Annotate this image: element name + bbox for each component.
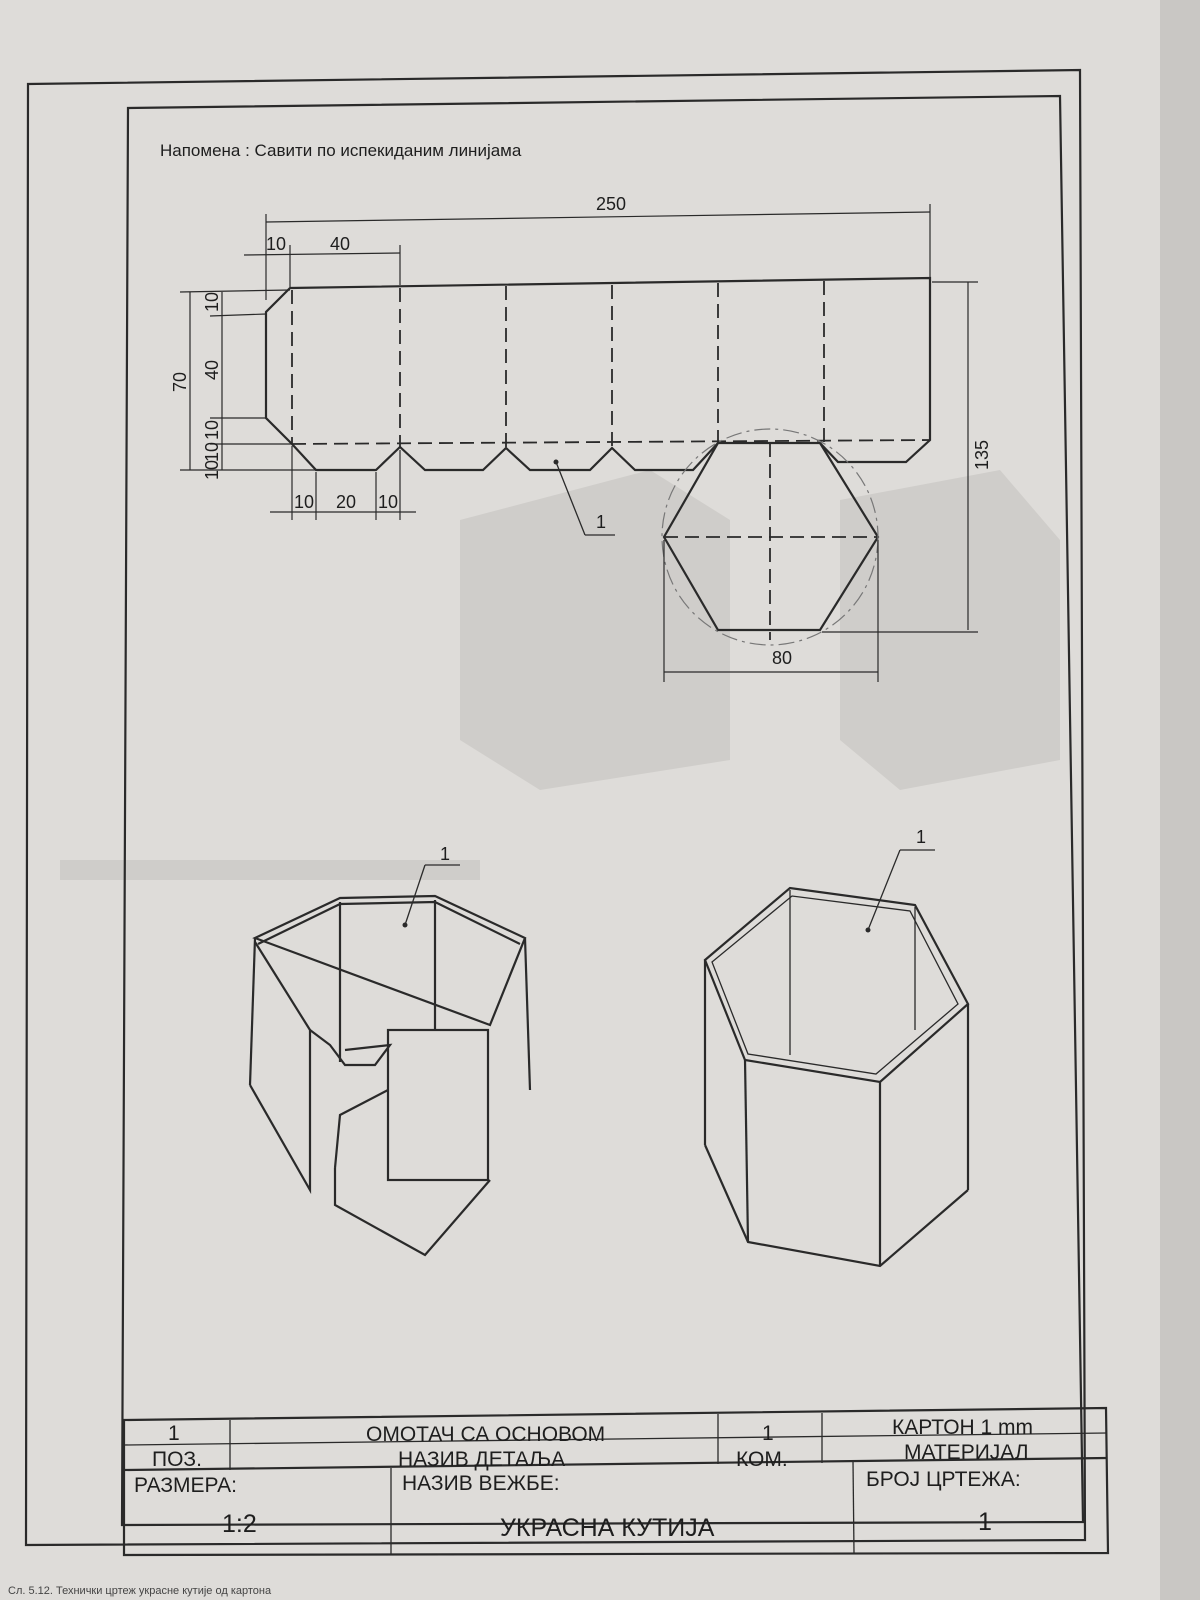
outer-border (26, 70, 1085, 1545)
dim-v-10-top: 10 (202, 291, 222, 312)
scale-label: РАЗМЕРА: (134, 1474, 238, 1497)
dim-tab-10: 10 (266, 234, 287, 254)
dim-250: 250 (596, 194, 627, 214)
exercise-label: НАЗИВ ВЕЖБЕ: (402, 1472, 560, 1495)
dim-70: 70 (170, 371, 190, 392)
material-value: КАРТОН 1 mm (892, 1416, 1034, 1439)
dim-v-10-a: 10 (202, 419, 222, 440)
dim-v-10-c: 10 (202, 459, 222, 480)
dim-h-10-right: 10 (378, 492, 399, 512)
dim-panel-40: 40 (330, 234, 351, 254)
callout-net: 1 (596, 512, 607, 532)
fold-note: Напомена : Савити по испекиданим линијама (160, 141, 522, 160)
right-isometric-view (705, 827, 968, 1266)
dim-h-20: 20 (336, 492, 357, 512)
dim-135: 135 (972, 439, 992, 470)
left-isometric-view (250, 844, 530, 1255)
pos-label: ПОЗ. (152, 1448, 202, 1471)
part-name-value: ОМОТАЧ СА ОСНОВОМ (366, 1423, 606, 1446)
drawing-no-value: 1 (978, 1508, 992, 1536)
qty-label: КОМ. (736, 1448, 788, 1471)
dim-h-10-left: 10 (294, 492, 315, 512)
pos-value: 1 (168, 1422, 180, 1445)
part-name-label: НАЗИВ ДЕТАЉА (398, 1448, 566, 1471)
qty-value: 1 (762, 1422, 774, 1445)
exercise-value: УКРАСНА КУТИЈА (500, 1514, 715, 1542)
figure-caption: Сл. 5.12. Технички цртеж украсне кутије од картона (8, 1585, 272, 1597)
callout-left: 1 (440, 844, 451, 864)
show-through-shapes (60, 470, 1060, 880)
title-block (124, 1408, 1108, 1555)
dim-v-10-b: 10 (202, 441, 222, 462)
drawing-no-label: БРОЈ ЦРТЕЖА: (866, 1468, 1021, 1491)
dim-80: 80 (772, 648, 793, 668)
scale-value: 1:2 (222, 1510, 257, 1538)
dim-v-40: 40 (202, 359, 222, 380)
callout-right: 1 (916, 827, 927, 847)
material-label: МАТЕРИЈАЛ (904, 1441, 1029, 1464)
